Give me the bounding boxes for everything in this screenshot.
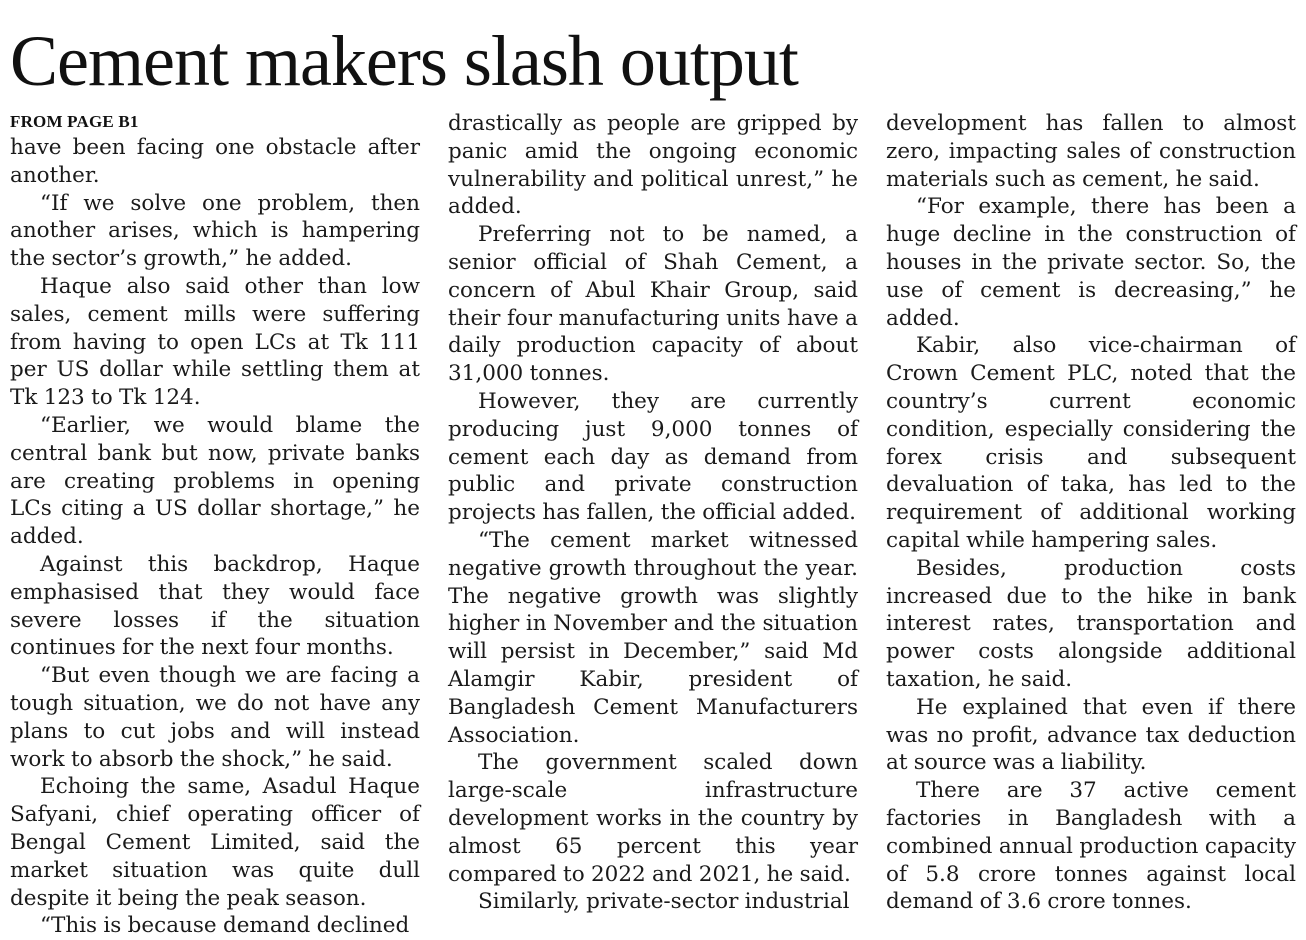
- paragraph: There are 37 active cement factories in Bangladesh with a combined annual production capacity of 5.8 crore tonnes against local demand of 3.6 crore tonnes.: [886, 778, 1296, 915]
- paragraph: “If we solve one problem, then another arises, which is hampering the sector’s growth,” he added.: [10, 190, 420, 272]
- paragraph: The government scaled down large-scale infrastructure development works in the country by almost 65 percent this year compared to 2022 and 2021, he said.: [448, 750, 858, 887]
- paragraph: “For example, there has been a huge decline in the construction of houses in the private sector. So, the use of cement is decreasing,” he added.: [886, 194, 1296, 331]
- paragraph: “The cement market witnessed negative growth throughout the year. The negative growth was slightly higher in November and the situation will persist in December,” said Md Alamgir Kabir, president of Bangladesh Cement Manufacturers Association.: [448, 527, 858, 748]
- paragraph: Echoing the same, Asadul Haque Safyani, chief operating officer of Bengal Cement Limited, said the market situation was quite dull despite it being the peak season.: [10, 774, 420, 911]
- paragraph: have been facing one obstacle after another.: [10, 135, 420, 188]
- headline: Cement makers slash output: [10, 21, 798, 101]
- paragraph: Preferring not to be named, a senior official of Shah Cement, a concern of Abul Khair Group, said their four manufacturing units have a daily production capacity of about 31,000 tonnes.: [448, 222, 858, 387]
- article-column-3: [886, 110, 1296, 916]
- paragraph: “But even though we are facing a tough situation, we do not have any plans to cut jobs and will instead work to absorb the shock,” he said.: [10, 663, 420, 772]
- paragraph: Similarly, private-sector industrial: [478, 889, 850, 915]
- paragraph: Kabir, also vice-chairman of Crown Cement PLC, noted that the country’s current economic condition, especially considering the forex crisis and subsequent devaluation of taka, has led to the requirement of additional working capital while hampering sales.: [886, 333, 1296, 553]
- paragraph: “This is because demand declined: [40, 913, 410, 939]
- paragraph: However, they are currently producing just 9,000 tonnes of cement each day as demand from public and private construction projects has fallen, the official added.: [448, 388, 858, 526]
- paragraph: Haque also said other than low sales, cement mills were suffering from having to open LCs at Tk 111 per US dollar while settling them at Tk 123 to Tk 124.: [10, 273, 420, 411]
- paragraph: He explained that even if there was no profit, advance tax deduction at source was a liability.: [886, 694, 1296, 776]
- paragraph: Besides, production costs increased due to the hike in bank interest rates, transportation and power costs alongside additional taxation, he said.: [886, 555, 1296, 692]
- paragraph: drastically as people are gripped by panic amid the ongoing economic vulnerability and political unrest,” he added.: [448, 111, 858, 220]
- article-column-2: [448, 110, 858, 916]
- paragraph: “Earlier, we would blame the central bank but now, private banks are creating problems in opening LCs citing a US dollar shortage,” he added.: [10, 412, 420, 550]
- jump-label: FROM PAGE B1: [10, 112, 139, 131]
- paragraph: Against this backdrop, Haque emphasised that they would face severe losses if the situation continues for the next four months.: [10, 551, 420, 661]
- article-column-1: [10, 110, 420, 940]
- paragraph: development has fallen to almost zero, impacting sales of construction materials such as cement, he said.: [886, 111, 1296, 192]
